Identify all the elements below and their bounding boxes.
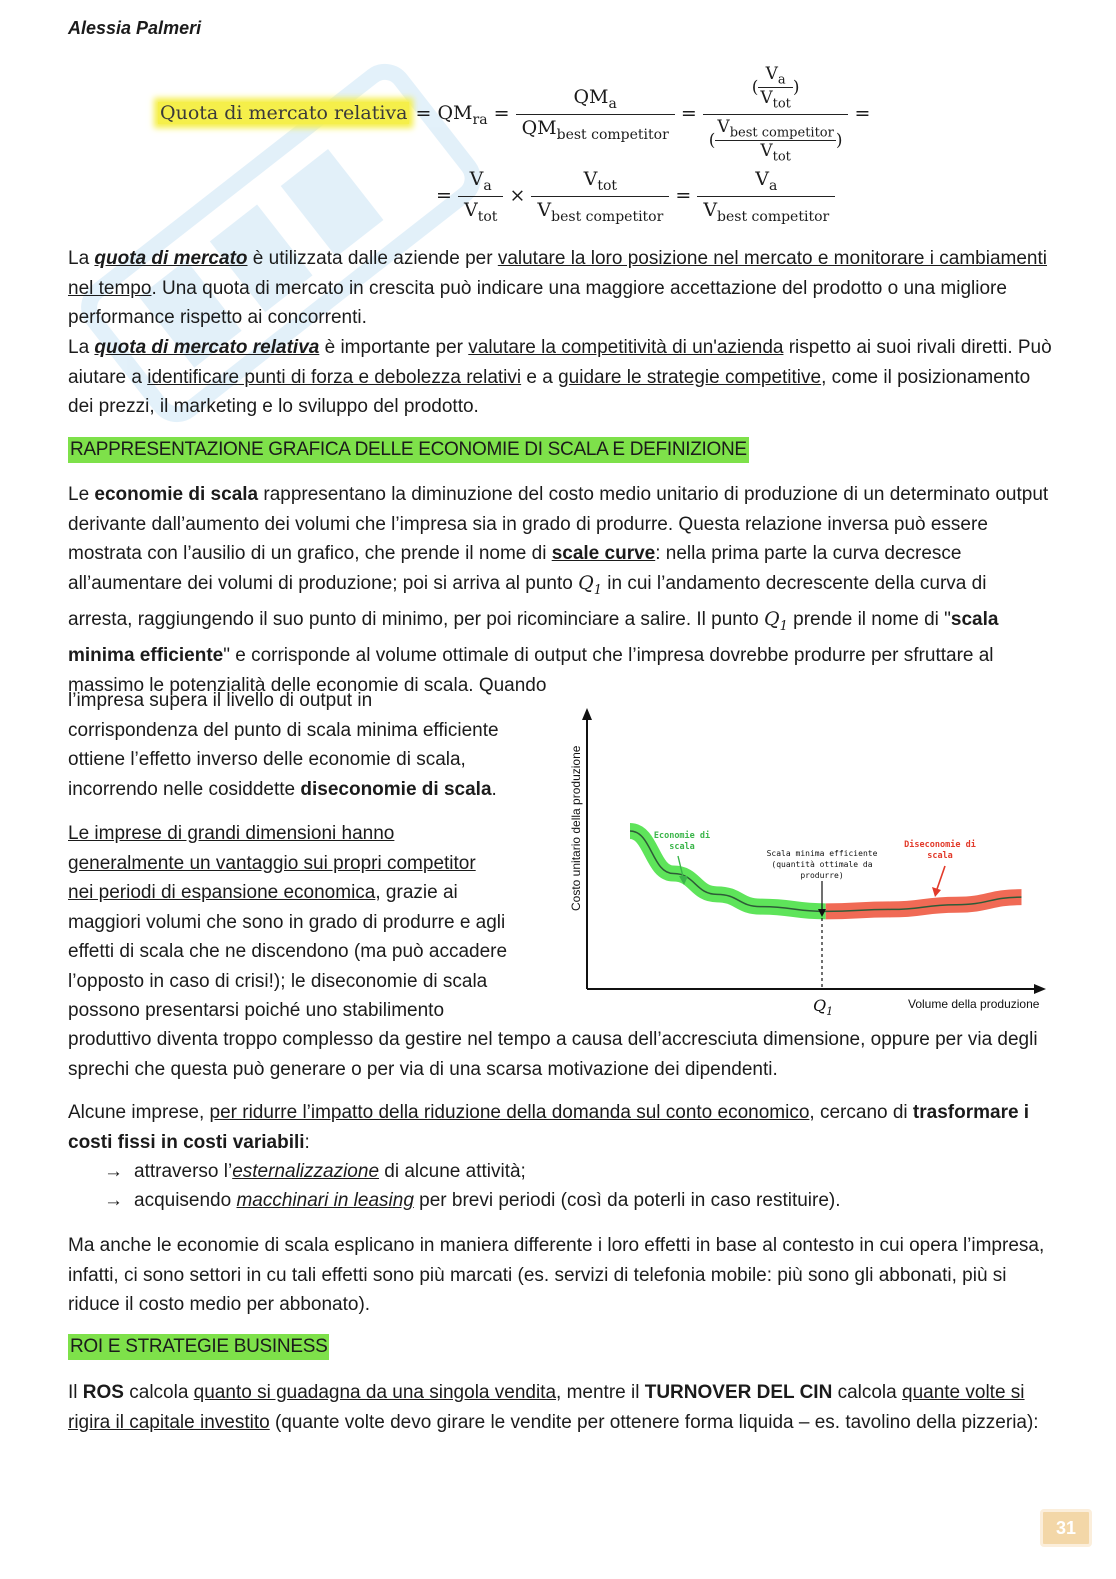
paragraph-relative-share: La quota di mercato relativa è importante per valutare la competitività di un'azienda rispetto ai suoi rivali diretti. Può aiutare a identificare punti di forza e debolezza relativi e a guidare le strategie competitive, come il posizionamento dei prezzi, il marketing e lo sviluppo del prodotto. [68,337,1052,417]
q1-tick-label: $Q_1$ [813,996,834,1018]
bullet-leasing: → acquisendo macchinari in leasing per brevi periodi (così da poterli in caso restituire). [104,1186,841,1216]
paragraph-fixed-costs: Alcune imprese, per ridurre l’impatto della riduzione della domanda sul conto economico, cercano di trasformare i costi fissi in costi variabili: [68,1102,1030,1153]
paragraph-large-firms: Le imprese di grandi dimensioni hanno generalmente un vantaggio sui propri competitor nei periodi di espansione economica, grazie ai maggiori volumi che sono in grado di produrre e agli effetti di scala che ne discendono (ma può accadere l’opposto in caso di crisi!); le diseconomie di scala possono presentarsi poiché uno stabilimento [68,823,508,1021]
paragraph-diseconomies: l’impresa supera il livello di output in corrispondenza del punto di scala minima efficiente ottiene l’effetto inverso delle economie di scala, incorrendo nelle cosiddette diseconomie di scala. [68,690,499,800]
label-diseconomies: Diseconomie di scala [904,840,976,861]
x-axis-label: Volume della produzione [908,997,1040,1011]
scale-curve-chart [560,706,1060,1026]
arrow-icon: → [104,1190,123,1211]
eq-sign: = [675,184,692,207]
fraction-va-vtot: $\frac{V_a}{V_{tot}}$ [458,168,503,225]
eq-sign: = [854,102,871,125]
eq-sign: = [680,102,697,125]
label-min-efficient: Scala minima efficiente (quantità ottimale da produrre) [766,849,878,880]
author-name: Alessia Palmeri [68,18,202,38]
eq-sign: = [493,102,510,125]
fraction-qm: $\frac{QM_a}{QM_{best competitor}}$ [516,86,675,143]
paragraph-ros-turnover: Il ROS calcola quanto si guadagna da una singola vendita, mentre il TURNOVER DEL CIN calcola quante volte si rigira il capitale investito (quante volte devo girare le vendite per ottenere forma liquida – es. tavolino della pizzeria): [68,1382,1039,1433]
fraction-vtot-vbest: $\frac{V_{tot}}{V_{best competitor}}$ [531,168,669,225]
bullet-outsourcing: → attraverso l’esternalizzazione di alcune attività; [104,1157,526,1187]
x-axis-arrow [1034,984,1046,994]
page-number: 31 [1040,1509,1092,1547]
eq-sign: = [415,102,432,125]
heading-roi: ROI E STRATEGIE BUSINESS [68,1334,329,1360]
times-sign: × [509,184,526,207]
economies-band [630,831,826,911]
heading-economies-of-scale: RAPPRESENTAZIONE GRAFICA DELLE ECONOMIE DI SCALA E DEFINIZIONE [68,437,749,463]
fraction-va-vbest: $\frac{V_a}{V_{best competitor}}$ [697,168,835,225]
paragraph-large-firms-tail: produttivo diventa troppo complesso da gestire nel tempo a causa dell’accresciuta dimensione, oppure per via degli sprechi che questa può generare o per via di una scarsa motivazione dei dipendenti. [68,1029,1038,1080]
qm-ra: $QM_{ra}$ [437,102,488,129]
paragraph-market-share: La quota di mercato è utilizzata dalle aziende per valutare la loro posizione nel mercato e monitorare i cambiamenti nel tempo. Una quota di mercato in crescita può indicare una maggiore accettazione del prodotto o una migliore performance rispetto ai concorrenti. [68,248,1047,328]
diseconomies-band [826,897,1022,911]
paragraph-sector-effects: Ma anche le economie di scala esplicano in maniera differente i loro effetti in base al contesto in cui opera l’impresa, infatti, ci sono settori in cu tali effetti sono più marcati (es. servizi di telefonia mobile: più sono gli abbonati, più si riduce il costo medio per abbonato). [68,1235,1045,1315]
formula-line-2 [436,168,835,225]
paragraph-economies-definition: Le economie di scala rappresentano la diminuzione del costo medio unitario di produzione di un determinato output derivante dall’aumento dei volumi che l’impresa sia in grado di produrre. Questa relazione inversa può essere mostrata con l’ausilio di un grafico, che prende il nome di scale curve: nella prima parte la curva decresce all’aumentare dei volumi di produzione; poi si arriva al punto $Q_1$ in cui l’andamento decrescente della curva di arresta, raggiungendo il suo punto di minimo, per poi ricominciare a salire. Il punto $Q_1$ prende il nome di "scala minima efficiente" e corrisponde al volume ottimale di output che l’impresa dovrebbe produrre per sfruttare al massimo le potenzialità delle economie di scala. Quando [68,484,1049,696]
y-axis-label: Costo unitario della produzione [569,745,583,911]
arrow-icon: → [104,1161,123,1182]
formula-line-1 [158,64,870,165]
fraction-v-ratio: ( $\frac{V_a}{V_{tot}}$ ) ( $\frac{V_{best competitor}}{V_{tot}}$ ) [703,64,849,165]
label-economies: Economie di scala [653,831,711,852]
y-axis-arrow [582,708,592,720]
arrowhead-diseconomies [932,887,941,897]
formula-label-highlight: Quota di mercato relativa [160,102,408,125]
arrow-diseconomies [936,866,945,892]
eq-sign: = [436,184,452,207]
